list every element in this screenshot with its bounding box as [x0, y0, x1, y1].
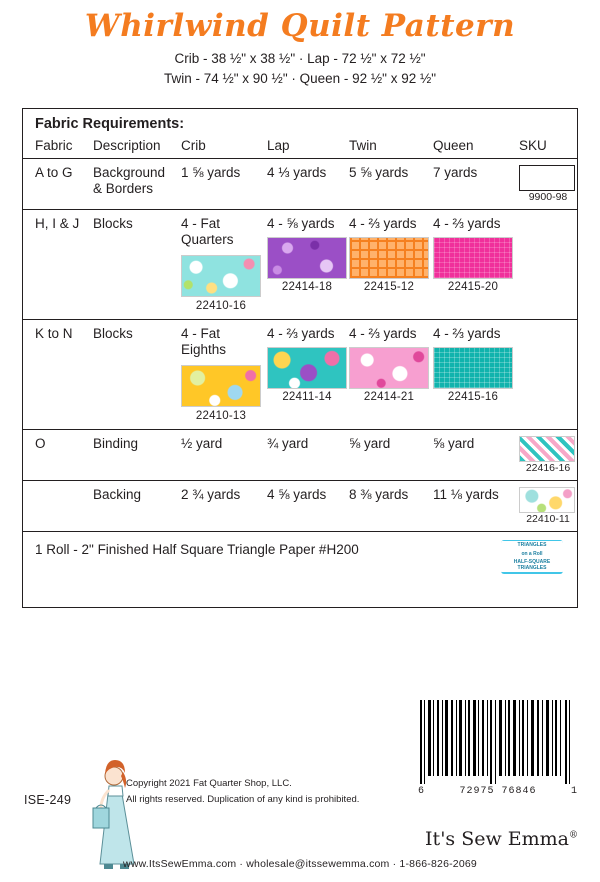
cell-lap: 4 ⅓ yards	[267, 165, 327, 180]
cell-queen	[433, 210, 519, 319]
table-row	[23, 210, 577, 320]
fabric-swatch-sku: 22415-12	[363, 281, 415, 293]
cell-twin-value: 4 - ⅔ yards	[349, 216, 417, 231]
fabric-swatch	[433, 347, 513, 389]
fabric-swatch	[349, 237, 429, 279]
column-header-fabric: Fabric	[35, 138, 73, 153]
column-header-description: Description	[93, 138, 161, 153]
barcode-digit-main: 72975 76846	[459, 786, 537, 797]
size-list	[0, 49, 600, 91]
cell-crib-line2: Eighths	[181, 342, 227, 358]
cell-sku	[519, 320, 581, 429]
fabric-swatch-group	[349, 237, 431, 293]
pattern-number: ISE-249	[24, 793, 72, 807]
cell-crib-line1: 4 - Fat	[181, 325, 221, 341]
cell-sku	[519, 481, 581, 531]
barcode-bars	[418, 700, 578, 784]
cell-twin: 8 ⅜ yards	[349, 486, 409, 502]
cell-twin	[349, 320, 433, 429]
size-line-2: Twin - 74 ½" x 90 ½" · Queen - 92 ½" x 92 ½"	[163, 71, 437, 87]
emma-illustration	[78, 752, 148, 874]
brand-name	[425, 828, 578, 850]
copyright-line-1: Copyright 2021 Fat Quarter Shop, LLC.	[126, 778, 292, 789]
fabric-swatch-group	[181, 365, 265, 423]
column-header-lap: Lap	[267, 138, 290, 153]
barcode	[418, 700, 578, 784]
cell-queen-value: 4 - ⅔ yards	[433, 325, 501, 341]
fabric-swatch	[349, 347, 429, 389]
fabric-swatch-group	[349, 347, 431, 403]
roll-label-bottom: HALF-SQUARE TRIANGLES	[501, 558, 563, 573]
cell-lap	[267, 210, 349, 319]
triangle-paper-note: 1 Roll - 2" Finished Half Square Triangle Paper #H200	[35, 541, 359, 557]
fabric-swatch-sku: 22410-16	[195, 299, 247, 312]
sku-fabric-swatch	[519, 436, 575, 462]
sku-number: 9900-98	[528, 191, 568, 203]
triangle-paper-roll-image	[501, 540, 563, 574]
cell-queen: ⅝ yard	[433, 435, 475, 451]
cell-lap-value: 4 - ⅔ yards	[267, 325, 335, 341]
sku-swatch-placeholder	[519, 165, 575, 191]
column-header-queen: Queen	[433, 138, 474, 153]
cell-fabric	[35, 481, 93, 531]
table-column-headers	[23, 136, 577, 159]
cell-sku	[519, 430, 581, 480]
fabric-swatch-sku: 22411-14	[282, 390, 332, 403]
cell-lap	[267, 320, 349, 429]
fabric-swatch	[181, 255, 261, 297]
cell-queen: 7 yards	[433, 165, 478, 180]
cell-crib-line2: Quarters	[181, 232, 234, 248]
fabric-swatch-sku: 22415-20	[447, 281, 499, 293]
cell-twin-value: 4 - ⅔ yards	[349, 325, 417, 341]
table-footer-row	[23, 532, 577, 572]
brand-label: It's Sew Emma	[425, 828, 569, 850]
table-row	[23, 320, 577, 430]
cell-crib	[181, 210, 267, 319]
fabric-swatch-group	[267, 237, 347, 293]
cell-sku	[519, 210, 581, 319]
barcode-digit-left: 6	[418, 786, 426, 797]
fabric-swatch-group	[181, 255, 265, 313]
fabric-swatch	[267, 347, 347, 389]
cell-lap: 4 ⅝ yards	[267, 486, 327, 502]
cell-queen	[433, 320, 519, 429]
cell-twin	[349, 210, 433, 319]
fabric-swatch-group	[433, 347, 517, 403]
roll-label-mid: on a Roll	[501, 550, 563, 558]
cell-fabric: O	[35, 435, 46, 451]
sku-number: 22410-11	[526, 512, 570, 525]
cell-sku	[519, 159, 581, 209]
fabric-requirements-table	[22, 108, 578, 608]
barcode-digit-right: 1	[570, 786, 578, 797]
fabric-swatch-sku: 22414-21	[363, 390, 415, 403]
fabric-swatch	[433, 237, 513, 279]
fabric-swatch-group	[433, 237, 517, 293]
sku-number: 22416-16	[525, 461, 571, 474]
fabric-swatch-group	[267, 347, 347, 403]
cell-description-line1: Background	[93, 165, 166, 180]
table-row	[23, 481, 577, 532]
table-caption: Fabric Requirements:	[35, 116, 185, 132]
column-header-twin: Twin	[349, 138, 377, 153]
cell-lap: ¾ yard	[267, 435, 309, 451]
fabric-swatch-sku: 22415-16	[447, 390, 499, 403]
fabric-swatch	[181, 365, 261, 407]
fabric-swatch-sku: 22414-18	[281, 281, 333, 293]
barcode-digits	[418, 786, 578, 797]
cell-description: Blocks	[93, 325, 133, 341]
cell-crib: ½ yard	[181, 435, 223, 451]
cell-description-line2: & Borders	[93, 181, 154, 197]
cell-crib	[181, 320, 267, 429]
size-line-1: Crib - 38 ½" x 38 ½" · Lap - 72 ½" x 72 ½"	[174, 50, 426, 66]
roll-label-top: TRIANGLES	[501, 541, 563, 549]
cell-description: Backing	[93, 486, 142, 502]
cell-crib-line1: 4 - Fat	[181, 216, 221, 231]
registered-mark: ®	[569, 830, 578, 841]
cell-fabric: K to N	[35, 325, 73, 341]
fabric-swatch	[267, 237, 347, 279]
cell-fabric: A to G	[35, 165, 73, 180]
copyright-line-2: All rights reserved. Duplication of any kind is prohibited.	[126, 794, 360, 806]
cell-description: Blocks	[93, 216, 133, 231]
sku-fabric-swatch	[519, 487, 575, 513]
copyright-block	[126, 776, 359, 808]
cell-description: Binding	[93, 435, 139, 451]
cell-twin: ⅝ yard	[349, 435, 391, 451]
cell-queen: 11 ⅛ yards	[433, 486, 499, 502]
cell-description	[93, 159, 181, 209]
cell-crib: 2 ¾ yards	[181, 486, 241, 502]
page-title: Whirlwind Quilt Pattern	[84, 8, 516, 44]
column-header-sku: SKU	[519, 138, 547, 153]
table-row	[23, 159, 577, 210]
table-row	[23, 430, 577, 481]
fabric-swatch-sku: 22410-13	[195, 409, 247, 422]
cell-lap-value: 4 - ⅝ yards	[267, 216, 335, 231]
cell-crib: 1 ⅝ yards	[181, 165, 241, 180]
contact-line: www.ItsSewEmma.com · wholesale@itssewemma.com · 1-866-826-2069	[123, 858, 477, 870]
column-header-crib: Crib	[181, 138, 206, 153]
cell-queen-value: 4 - ⅔ yards	[433, 216, 501, 231]
cell-fabric: H, I & J	[35, 216, 80, 231]
cell-twin: 5 ⅝ yards	[349, 165, 409, 180]
